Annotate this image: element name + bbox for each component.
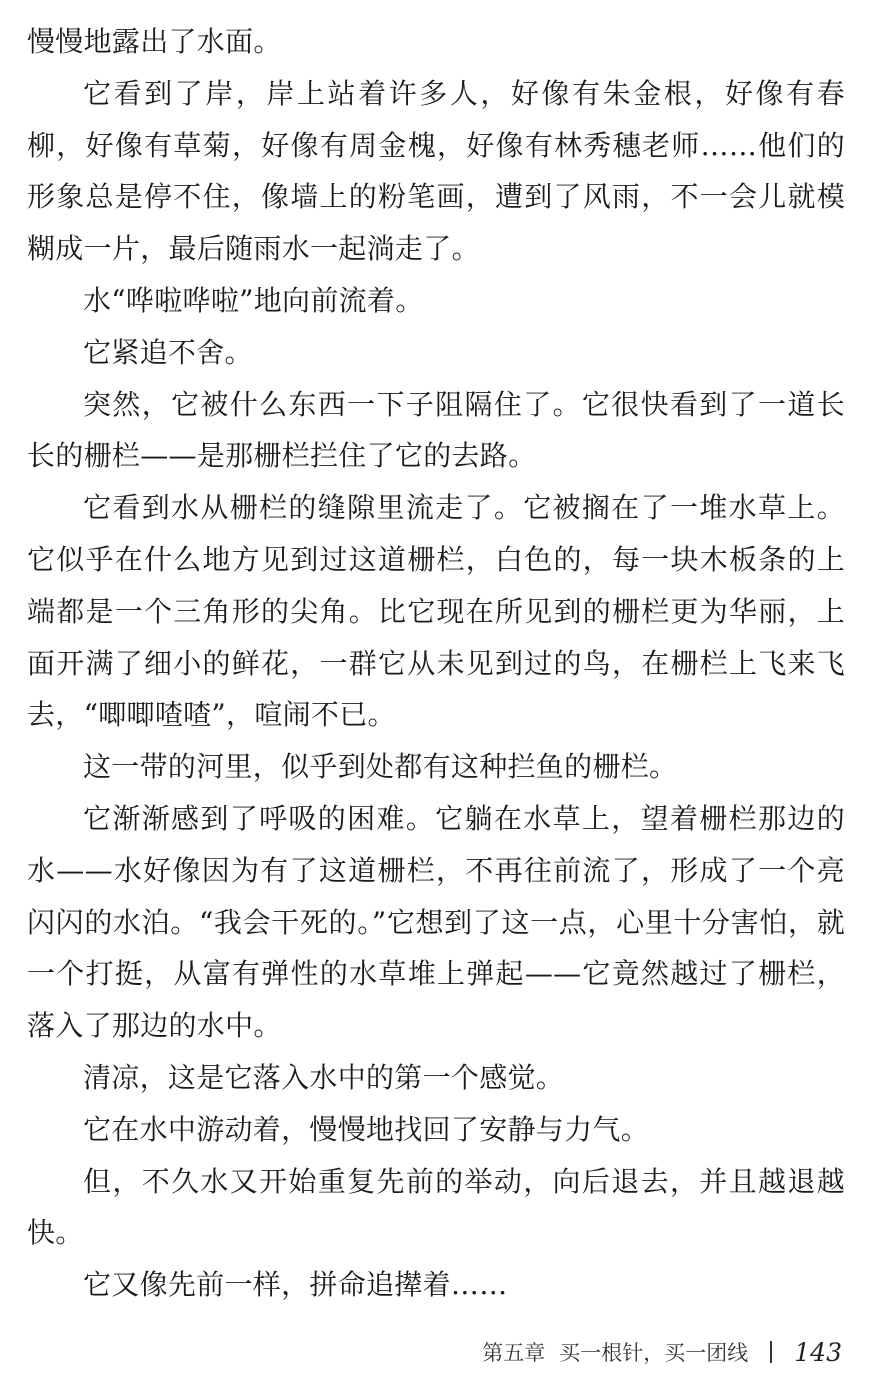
page-number: 143	[794, 1337, 842, 1367]
running-footer	[0, 1332, 842, 1372]
paragraph: 这一带的河里，似乎到处都有这种拦鱼的栅栏。	[83, 750, 678, 784]
paragraph: 但，不久水又开始重复先前的举动，向后退去，并且越退越快。	[27, 1164, 845, 1250]
paragraph: 突然，它被什么东西一下子阻隔住了。它很快看到了一道长长的栅栏——是那栅栏拦住了它的去路。	[27, 387, 845, 473]
paragraph: 它又像先前一样，拼命追撵着……	[83, 1268, 508, 1302]
paragraph-continued: 慢慢地露出了水面。	[27, 25, 282, 58]
paragraph: 它紧追不舍。	[83, 335, 253, 369]
footer-chapter: 第五章	[482, 1341, 546, 1365]
footer-separator	[770, 1341, 772, 1363]
paragraph: 它看到了岸，岸上站着许多人，好像有朱金根，好像有春柳，好像有草菊，好像有周金槐，好像有林秀穗老师……他们的形象总是停不住，像墙上的粉笔画，遭到了风雨，不一会儿就模糊成一片，最后随雨水一起淌走了。	[27, 76, 845, 266]
paragraph: 清凉，这是它落入水中的第一个感觉。	[83, 1060, 565, 1094]
page-body	[27, 16, 845, 1311]
paragraph: 它看到水从栅栏的缝隙里流走了。它被搁在了一堆水草上。它似乎在什么地方见到过这道栅栏，白色的，每一块木板条的上端都是一个三角形的尖角。比它现在所见到的栅栏更为华丽，上面开满了细小的鲜花，一群它从未见到过的鸟，在栅栏上飞来飞去，“唧唧喳喳”，喧闹不已。	[27, 491, 845, 732]
paragraph: 它在水中游动着，慢慢地找回了安静与力气。	[83, 1112, 650, 1146]
paragraph: 它渐渐感到了呼吸的困难。它躺在水草上，望着栅栏那边的水——水好像因为有了这道栅栏，不再往前流了，形成了一个亮闪闪的水泊。“我会干死的。”它想到了这一点，心里十分害怕，就一个打挺，从富有弹性的水草堆上弹起——它竟然越过了栅栏，落入了那边的水中。	[27, 801, 845, 1043]
paragraph: 水“哗啦哗啦”地向前流着。	[83, 283, 424, 317]
footer-chapter-title: 买一根针，买一团线	[559, 1341, 749, 1365]
